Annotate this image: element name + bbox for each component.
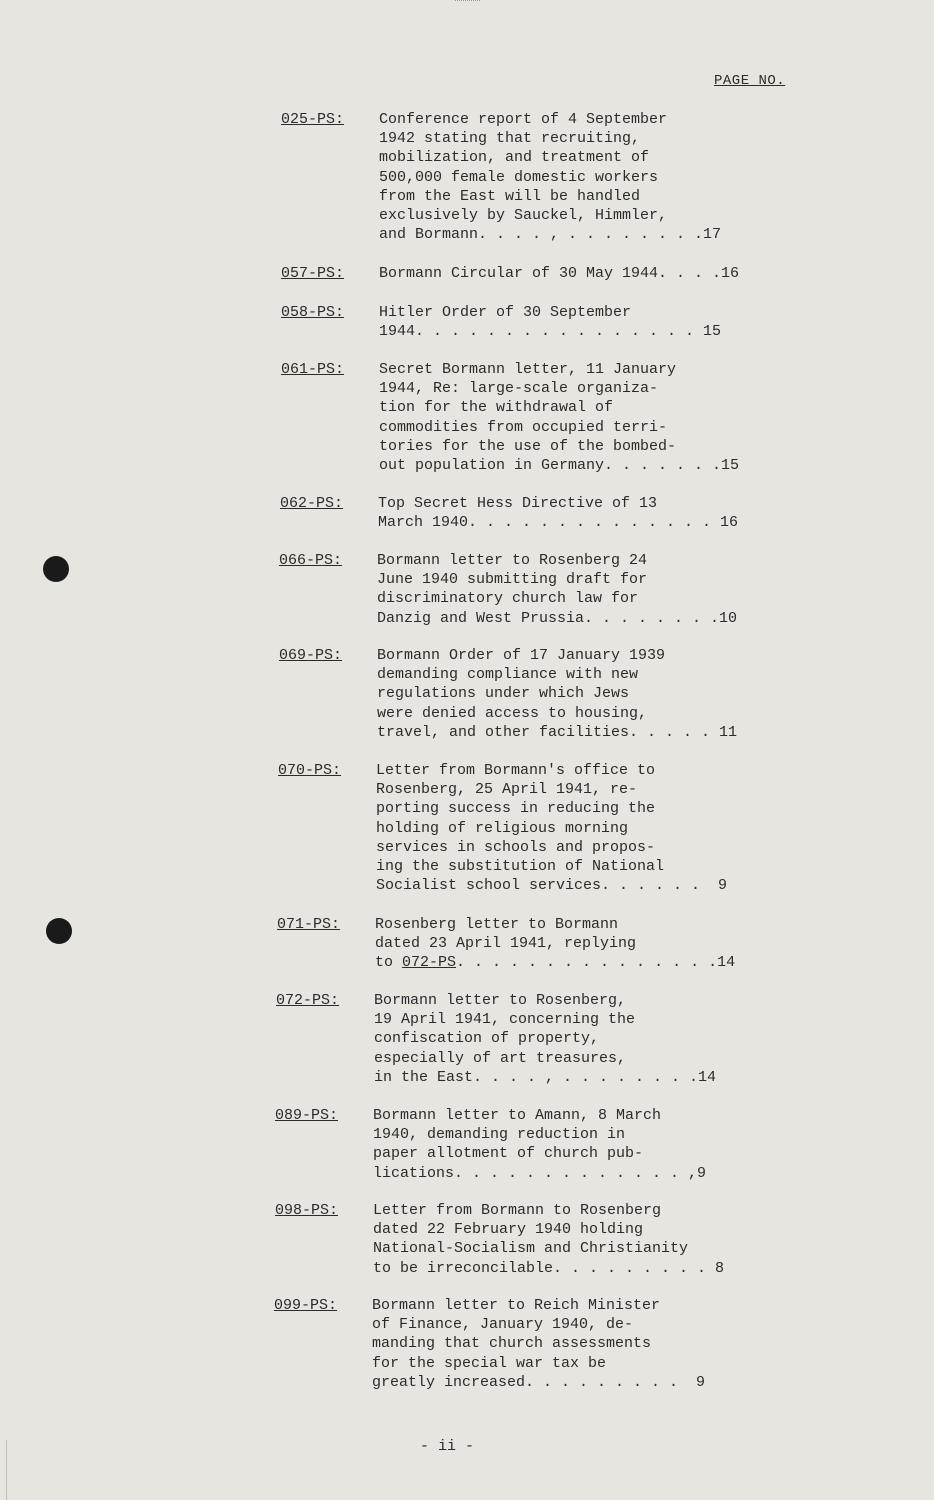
document-code: 025-PS: [281,111,345,128]
entry-description: Bormann Order of 17 January 1939 demanding compliance with new regulations under which Jews were denied access to housing, travel, and other facilities. . . . . 11 [377,647,738,741]
entry-description: Top Secret Hess Directive of 13 March 1940. . . . . . . . . . . . . . 16 [378,495,739,532]
entry-description: Rosenberg letter to Bormann dated 23 April 1941, replying to 072-PS. . . . . . . . . . . . . . .14 [375,916,736,972]
page-no-header: PAGE NO. [714,73,786,89]
document-code: 066-PS: [279,552,343,569]
document-code: 099-PS: [274,1297,338,1314]
entry-description: Secret Bormann letter, 11 January 1944, Re: large-scale organiza- tion for the withdrawal of commodities from occupied terri- tories for the use of the bombed- out population in Germany. . . . . . .15 [379,361,740,475]
document-code: 071-PS: [277,916,341,933]
entry-description: Letter from Bormann's office to Rosenberg, 25 April 1941, re- porting success in reducing the holding of religious morning services in schools and propos- ing the substitution of National Socialist school services. . . . . . 9 [376,762,728,895]
document-code: 058-PS: [281,304,345,321]
top-edge-mark [455,0,480,6]
entry-description: Bormann letter to Rosenberg, 19 April 1941, concerning the confiscation of property, especially of art treasures, in the East. . . . , . . . . . . . .14 [374,992,717,1086]
entry-description: Conference report of 4 September 1942 stating that recruiting, mobilization, and treatment of 500,000 female domestic workers from the East will be handled exclusively by Sauckel, Himmler, and Bormann. . . . , . . . . . . . .17 [379,111,722,244]
document-code: 061-PS: [281,361,345,378]
document-code: 089-PS: [275,1107,339,1124]
entry-description: Letter from Bormann to Rosenberg dated 22 February 1940 holding National-Socialism and Christianity to be irreconcilable. . . . . . . . . 8 [373,1202,725,1277]
document-code: 072-PS: [276,992,340,1009]
page-number-footer: - ii - [420,1438,475,1455]
document-code: 069-PS: [279,647,343,664]
page-edge-line [6,1440,7,1500]
entry-description: Bormann letter to Reich Minister of Finance, January 1940, de- manding that church assessments for the special war tax be greatly increased. . . . . . . . . 9 [372,1297,706,1391]
document-code: 098-PS: [275,1202,339,1219]
punch-hole [43,556,69,582]
entry-description: Bormann letter to Amann, 8 March 1940, demanding reduction in paper allotment of church pub- lications. . . . . . . . . . . . . ,9 [373,1107,707,1182]
entry-description: Hitler Order of 30 September 1944. . . . . . . . . . . . . . . . 15 [379,304,722,341]
document-code: 062-PS: [280,495,344,512]
document-code: 057-PS: [281,265,345,282]
punch-hole [46,918,72,944]
document-code: 070-PS: [278,762,342,779]
entry-description: Bormann letter to Rosenberg 24 June 1940 submitting draft for discriminatory church law for Danzig and West Prussia. . . . . . . .10 [377,552,738,627]
entry-description: Bormann Circular of 30 May 1944. . . .16 [379,265,740,282]
cross-reference: 072-PS [402,954,457,972]
